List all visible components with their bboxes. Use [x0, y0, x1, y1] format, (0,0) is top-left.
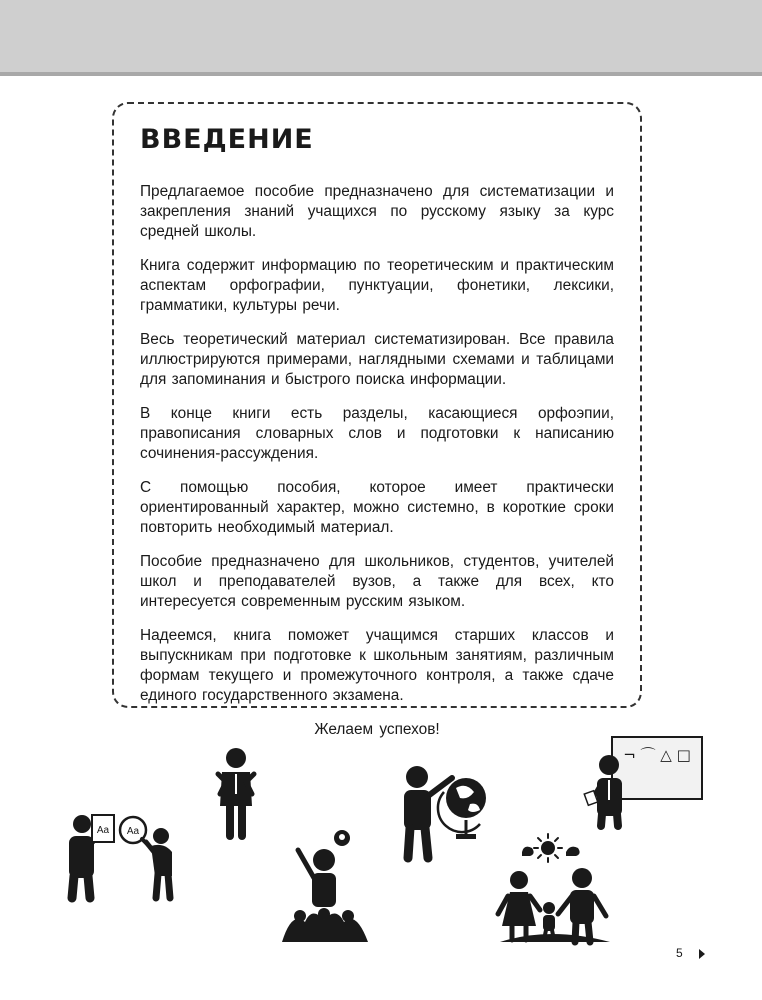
next-page-arrow-icon[interactable]: [699, 949, 705, 959]
introduction-title: ВВЕДЕНИЕ: [140, 124, 314, 155]
intro-closing-wish: Желаем успехов!: [314, 721, 440, 738]
figure-with-magnifier-icon: [120, 817, 172, 898]
family-with-sun-icon: [498, 834, 610, 942]
intro-paragraph-6: Пособие предназначено для школьников, студентов, учителей школ и преподавателей вузов, а также для всех, кто интересуется современным русским языком.: [140, 553, 614, 610]
intro-paragraph-5: С помощью пособия, которое имеет практически ориентированный характер, можно системно, в короткие сроки повторить необходимый материал.: [140, 479, 614, 536]
page-number: 5: [676, 946, 683, 960]
teacher-at-board-icon: [584, 737, 702, 826]
top-header-band: [0, 0, 762, 76]
board-symbols: ¬ ⌒ △ □: [623, 746, 691, 764]
magnifier-label: Aa: [126, 826, 140, 837]
intro-paragraph-4: В конце книги есть разделы, касающиеся орфоэпии, правописания словарных слов и подготовки к написанию сочинения-рассуждения.: [140, 405, 614, 462]
intro-paragraph-1: Предлагаемое пособие предназначено для систематизации и закрепления знаний учащихся по русскому языку за курс средней школы.: [140, 183, 614, 240]
figure-thinking-icon: [218, 748, 254, 836]
figure-with-card-icon: [69, 815, 114, 898]
intro-paragraph-3: Весь теоретический материал систематизирован. Все правила иллюстрируются примерами, наглядными схемами и таблицами для запоминания и быстрого поиска информации.: [140, 331, 614, 388]
figure-raised-hand-icon: [282, 830, 368, 942]
pictogram-illustrations: [0, 730, 762, 960]
figure-with-globe-icon: [404, 766, 486, 858]
intro-paragraph-7: Надеемся, книга поможет учащимся старших классов и выпускникам при подготовке к школьным занятиям, различным формам текущего и промежуточного контроля, а также сдаче единого государственного экзамена.: [140, 627, 614, 704]
introduction-box: [112, 102, 642, 738]
pictogram-scene: [0, 730, 762, 960]
intro-paragraph-2: Книга содержит информацию по теоретическим и практическим аспектам орфографии, пунктуации, фонетики, лексики, грамматики, культуры речи.: [140, 257, 614, 314]
card-label: Aa: [96, 825, 110, 836]
